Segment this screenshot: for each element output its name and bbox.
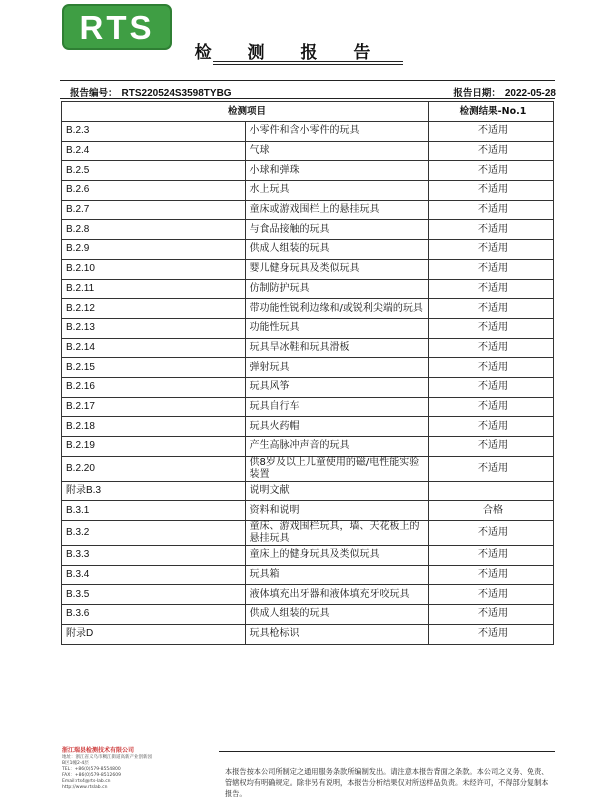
company-fax: FAX：+86(0)579-8512609 (62, 773, 121, 778)
table-row (62, 259, 554, 279)
col-header-item: 检测项目 (62, 102, 429, 122)
table-row (62, 605, 554, 625)
row-name: 气球 (245, 141, 429, 161)
col-header-result: 检测结果-No.1 (429, 102, 554, 122)
title-underline-2 (213, 64, 403, 65)
row-code: B.3.3 (62, 546, 246, 566)
row-name: 童床、游戏围栏玩具，墙、天花板上的悬挂玩具 (245, 521, 429, 546)
row-code: B.2.6 (62, 181, 246, 201)
report-date (453, 85, 556, 99)
table-row (62, 318, 554, 338)
row-result: 不适用 (429, 122, 554, 142)
table-header-row (62, 102, 554, 122)
row-code: B.2.3 (62, 122, 246, 142)
row-result: 不适用 (429, 318, 554, 338)
company-name: 浙江瑞县检测技术有限公司 (62, 747, 135, 754)
table-row (62, 279, 554, 299)
row-code: B.2.15 (62, 358, 246, 378)
row-code: B.2.16 (62, 377, 246, 397)
row-code: B.2.20 (62, 456, 246, 481)
row-name: 水上玩具 (245, 181, 429, 201)
company-web: http://www.rtslab.cn (62, 785, 108, 790)
row-name: 供8岁及以上儿童使用的磁/电性能实验装置 (245, 456, 429, 481)
row-code: 附录D (62, 624, 246, 644)
row-name: 小零件和含小零件的玩具 (245, 122, 429, 142)
row-result: 不适用 (429, 181, 554, 201)
row-code: B.2.5 (62, 161, 246, 181)
row-name: 液体填充出牙器和液体填充牙咬玩具 (245, 585, 429, 605)
row-result: 不适用 (429, 377, 554, 397)
row-name: 仿制防护玩具 (245, 279, 429, 299)
row-code: B.2.10 (62, 259, 246, 279)
row-name: 童床上的健身玩具及类似玩具 (245, 546, 429, 566)
test-items-table (61, 101, 554, 645)
row-name: 玩具火药帽 (245, 417, 429, 437)
row-name: 小球和弹珠 (245, 161, 429, 181)
row-result: 不适用 (429, 279, 554, 299)
table-row (62, 624, 554, 644)
table-row (62, 565, 554, 585)
row-name: 供成人组装的玩具 (245, 240, 429, 260)
table-row (62, 200, 554, 220)
row-name: 资料和说明 (245, 501, 429, 521)
company-tel: TEL：+86(0)579-8554800 (62, 767, 121, 772)
table-body (62, 122, 554, 645)
table-row (62, 456, 554, 481)
report-number-value: RTS220524S3598TYBG (121, 88, 232, 99)
row-code: B.3.4 (62, 565, 246, 585)
row-code: B.2.14 (62, 338, 246, 358)
row-name: 功能性玩具 (245, 318, 429, 338)
table-row (62, 546, 554, 566)
row-result: 不适用 (429, 585, 554, 605)
row-result: 不适用 (429, 200, 554, 220)
row-name: 说明文献 (245, 481, 429, 501)
row-result: 不适用 (429, 546, 554, 566)
row-code: B.3.1 (62, 501, 246, 521)
row-code: B.2.4 (62, 141, 246, 161)
row-name: 童床或游戏围栏上的悬挂玩具 (245, 200, 429, 220)
table-row (62, 397, 554, 417)
table-row (62, 338, 554, 358)
row-result: 不适用 (429, 521, 554, 546)
row-name: 婴儿健身玩具及类似玩具 (245, 259, 429, 279)
row-result: 不适用 (429, 565, 554, 585)
table-row (62, 437, 554, 457)
row-result: 不适用 (429, 437, 554, 457)
row-code: B.2.8 (62, 220, 246, 240)
row-result: 不适用 (429, 338, 554, 358)
row-result: 不适用 (429, 358, 554, 378)
row-code: B.2.17 (62, 397, 246, 417)
row-name: 弹射玩具 (245, 358, 429, 378)
row-code: B.2.18 (62, 417, 246, 437)
row-name: 产生高脉冲声音的玩具 (245, 437, 429, 457)
row-result (429, 481, 554, 501)
row-code: B.2.9 (62, 240, 246, 260)
company-address-2: B区1幢2-4层 (62, 761, 89, 766)
row-code: B.2.11 (62, 279, 246, 299)
row-code: B.3.2 (62, 521, 246, 546)
row-result: 不适用 (429, 605, 554, 625)
table-row (62, 377, 554, 397)
table-row (62, 585, 554, 605)
header-rule-bottom (60, 98, 555, 99)
table-row (62, 417, 554, 437)
row-code: B.3.6 (62, 605, 246, 625)
row-result: 不适用 (429, 240, 554, 260)
table-row (62, 501, 554, 521)
disclaimer-text: 本报告按本公司所制定之通用服务条款所编制发出。请注意本报告背面之条款。本公司之义务、免责、管辖权均有明确规定。除非另有说明，本报告分析结果仅对所送样品负责。未经许可，不得部分复制本报告。 (225, 767, 549, 798)
row-code: 附录B.3 (62, 481, 246, 501)
row-code: B.2.12 (62, 299, 246, 319)
row-name: 供成人组装的玩具 (245, 605, 429, 625)
row-result: 不适用 (429, 161, 554, 181)
company-email: Email:rts4@rts-lab.cn (62, 779, 111, 784)
row-result: 不适用 (429, 141, 554, 161)
report-number (70, 85, 232, 99)
table-row (62, 358, 554, 378)
row-name: 带功能性锐利边缘和/或锐利尖端的玩具 (245, 299, 429, 319)
row-result: 不适用 (429, 299, 554, 319)
row-result: 不适用 (429, 624, 554, 644)
report-date-value: 2022-05-28 (504, 88, 556, 99)
row-code: B.2.13 (62, 318, 246, 338)
table-row (62, 181, 554, 201)
row-name: 玩具箱 (245, 565, 429, 585)
row-result: 不适用 (429, 456, 554, 481)
table-row (62, 481, 554, 501)
page-title: 检 测 报 告 (194, 43, 386, 63)
row-name: 玩具自行车 (245, 397, 429, 417)
row-result: 不适用 (429, 220, 554, 240)
row-name: 玩具旱冰鞋和玩具滑板 (245, 338, 429, 358)
report-date-label: 报告日期： (453, 88, 501, 99)
table-row (62, 220, 554, 240)
row-result: 合格 (429, 501, 554, 521)
rts-logo (62, 4, 172, 50)
row-name: 与食品接触的玩具 (245, 220, 429, 240)
logo-text: RTS (79, 9, 155, 46)
header-rule-top (60, 80, 555, 81)
report-number-label: 报告编号： (70, 88, 118, 99)
table-row (62, 161, 554, 181)
company-footer (62, 748, 172, 791)
row-code: B.2.7 (62, 200, 246, 220)
row-code: B.2.19 (62, 437, 246, 457)
table-row (62, 299, 554, 319)
table-row (62, 122, 554, 142)
row-name: 玩具风筝 (245, 377, 429, 397)
table-row (62, 141, 554, 161)
row-name: 玩具枪标识 (245, 624, 429, 644)
row-result: 不适用 (429, 259, 554, 279)
table-row (62, 240, 554, 260)
row-code: B.3.5 (62, 585, 246, 605)
title-underline (213, 61, 403, 62)
row-result: 不适用 (429, 397, 554, 417)
table-row (62, 521, 554, 546)
footer-rule (219, 751, 555, 752)
row-result: 不适用 (429, 417, 554, 437)
company-address: 地址：浙江省义乌市稠江街道高新产业创新园 (62, 755, 152, 760)
